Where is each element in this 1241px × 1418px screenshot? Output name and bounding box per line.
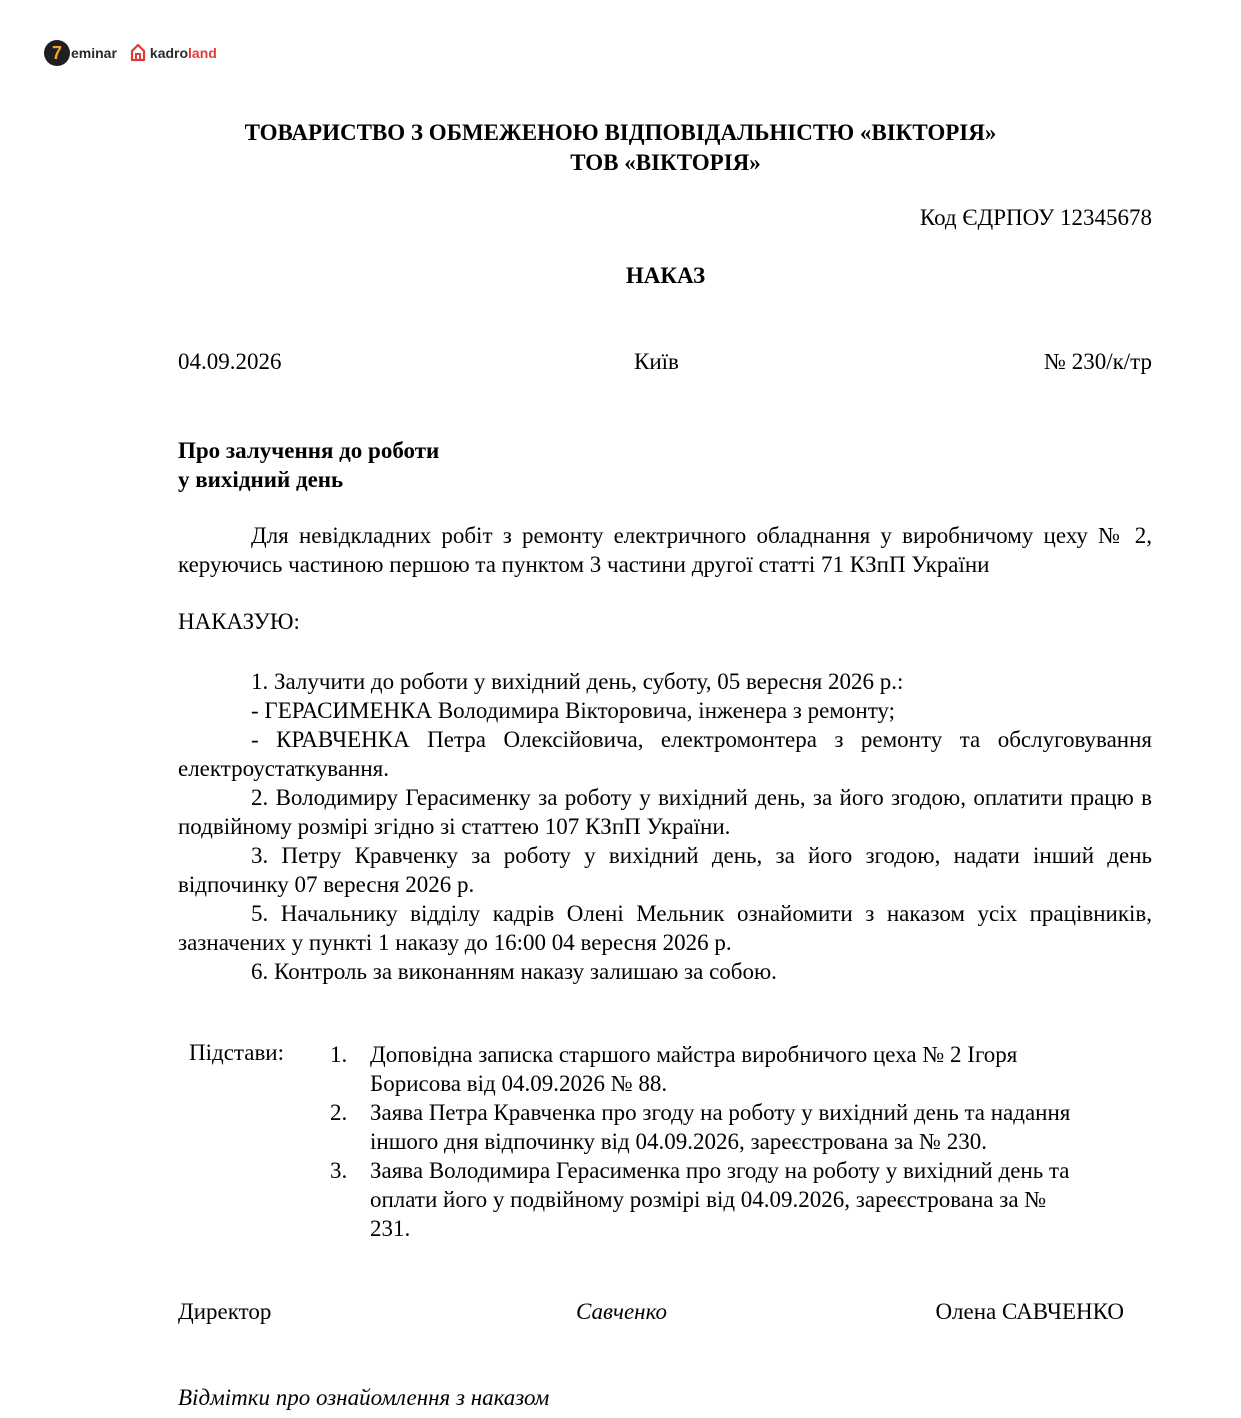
basis-item-text: Доповідна записка старшого майстра виробничого цеха № 2 Ігоря Борисова від 04.09.2026 № 88.	[370, 1042, 1018, 1096]
order-item-2: 2. Володимиру Герасименку за роботу у вихідний день, за його згодою, оплатити працю в подвійному розмірі згідно зі статтею 107 КЗпП України.	[178, 785, 1152, 839]
org-short-name: ТОВ «ВІКТОРІЯ»	[570, 150, 761, 175]
order-number: № 230/к/тр	[1044, 349, 1152, 374]
seminar-logo-text: eminar	[71, 45, 117, 61]
kadroland-house-icon	[129, 43, 147, 63]
seminar-logo	[44, 40, 117, 66]
basis-item-text: Заява Петра Кравченка про згоду на роботу у вихідний день та надання іншого дня відпочинку від 04.09.2026, зареєстрована за № 230.	[370, 1100, 1071, 1154]
order-subject	[178, 436, 439, 494]
kadroland-logo	[129, 43, 217, 63]
basis-item-number: 1.	[330, 1042, 348, 1067]
order-item-5: 5. Начальнику відділу кадрів Олені Мельник ознайомити з наказом усіх працівників, зазначених у пункті 1 наказу до 16:00 04 вересня 2026 р.	[178, 901, 1152, 955]
basis-label: Підстави:	[189, 1040, 285, 1065]
edrpou-code: Код ЄДРПОУ 12345678	[919, 205, 1152, 230]
order-item-3: 3. Петру Кравченку за роботу у вихідний день, за його згодою, надати інший день відпочинку 07 вересня 2026 р.	[178, 843, 1152, 897]
header-logos	[44, 38, 217, 68]
basis-item-number: 3.	[330, 1158, 348, 1183]
signature-handwritten: Савченко	[576, 1299, 667, 1324]
order-item-1: 1. Залучити до роботи у вихідний день, суботу, 05 вересня 2026 р.:	[251, 669, 904, 694]
order-items	[178, 667, 1152, 986]
seminar-logo-digit: 7	[44, 40, 70, 66]
signature-position: Директор	[178, 1299, 272, 1324]
basis-list	[330, 1040, 1090, 1243]
basis-item	[330, 1040, 1090, 1098]
subject-line-1: Про залучення до роботи	[178, 438, 440, 463]
subject-line-2: у вихідний день	[178, 467, 344, 492]
order-item-6: 6. Контроль за виконанням наказу залишаю за собою.	[251, 959, 777, 984]
org-full-name: ТОВАРИСТВО З ОБМЕЖЕНОЮ ВІДПОВІДАЛЬНІСТЮ «ВІКТОРІЯ»	[244, 120, 997, 145]
basis-item-text: Заява Володимира Герасименка про згоду на роботу у вихідний день та оплати його у подвійному розмірі від 04.09.2026, зареєстрована за № 231.	[370, 1158, 1070, 1241]
basis-item	[330, 1098, 1090, 1156]
basis-item-number: 2.	[330, 1100, 348, 1125]
order-item-1-employee-2: - КРАВЧЕНКА Петра Олексійовича, електромонтера з ремонту та обслуговування електроустаткування.	[178, 727, 1152, 781]
order-word: НАКАЗУЮ:	[178, 609, 300, 634]
acknowledgement-heading: Відмітки про ознайомлення з наказом	[178, 1385, 550, 1410]
kadroland-logo-text-land: land	[188, 45, 217, 61]
order-date: 04.09.2026	[178, 349, 282, 374]
basis-item	[330, 1156, 1090, 1243]
order-item-1-employee-1: - ГЕРАСИМЕНКА Володимира Вікторовича, інженера з ремонту;	[251, 698, 896, 723]
signature-name: Олена САВЧЕНКО	[935, 1299, 1124, 1324]
document-title: НАКАЗ	[625, 263, 706, 288]
order-city: Київ	[634, 349, 679, 374]
kadroland-logo-text-kadro: kadro	[149, 45, 189, 61]
preamble: Для невідкладних робіт з ремонту електричного обладнання у виробничому цеху № 2, керуючись частиною першою та пунктом 3 частини другої статті 71 КЗпП України	[178, 523, 1152, 577]
